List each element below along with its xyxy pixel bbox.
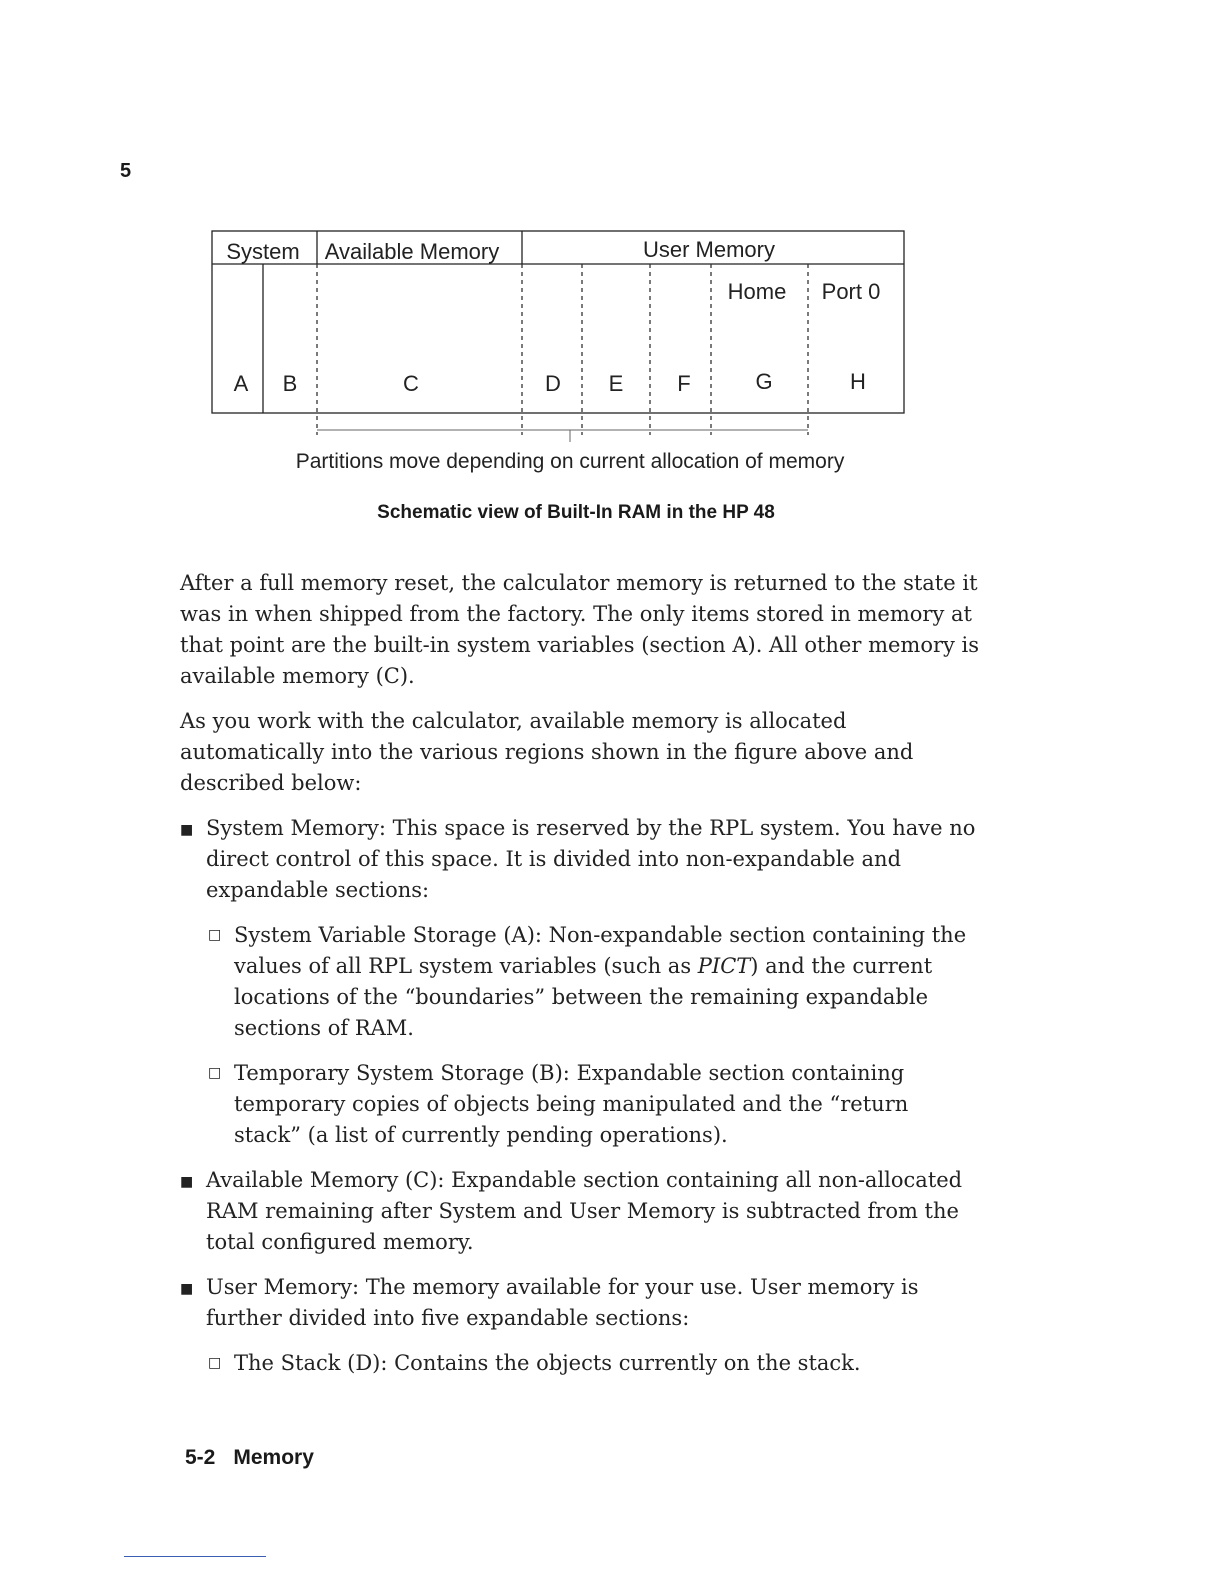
page-number: 5-2	[185, 1446, 216, 1469]
section-c-label: C	[403, 371, 419, 396]
section-b-label: B	[282, 371, 298, 396]
section-f-label: F	[677, 371, 691, 396]
header-user-memory: User Memory	[642, 237, 776, 262]
hollow-square-bullet-icon: □	[208, 1355, 222, 1371]
body-text	[180, 568, 980, 1393]
footer-rule	[124, 1556, 266, 1557]
section-a-label: A	[233, 371, 249, 396]
section-g-label: G	[755, 369, 773, 394]
chapter-number: 5	[120, 160, 132, 182]
footer-title: Memory	[233, 1446, 314, 1469]
pict-variable: PICT	[697, 954, 751, 978]
list-item-system-memory: ■ System Memory: This space is reserved by the RPL system. You have no direct control of this space. It is divided into non-expandable and expandable sections:	[180, 816, 976, 902]
list-item-temporary-system-storage: □ Temporary System Storage (B): Expandable section containing temporary copies of objects being manipulated and the “return stack” (a list of currently pending operations).	[208, 1058, 980, 1151]
list-item-user-memory: ■ User Memory: The memory available for your use. User memory is further divided into five expandable sections:	[180, 1275, 919, 1330]
filled-square-bullet-icon: ■	[180, 1174, 194, 1190]
filled-square-bullet-icon: ■	[180, 1281, 194, 1297]
section-d-label: D	[545, 371, 561, 396]
paragraph: As you work with the calculator, available memory is allocated automatically into the various regions shown in the figure above and described below:	[180, 709, 914, 795]
section-h-label: H	[850, 369, 866, 394]
header-available-memory: Available Memory	[324, 239, 500, 264]
subheader-port-0: Port 0	[821, 279, 881, 304]
figure-caption: Schematic view of Built-In RAM in the HP 48	[377, 502, 775, 523]
header-system: System	[226, 239, 300, 264]
list-item-the-stack: □ The Stack (D): Contains the objects currently on the stack.	[208, 1348, 980, 1379]
hollow-square-bullet-icon: □	[208, 1065, 222, 1081]
ram-diagram	[0, 0, 1224, 480]
hollow-square-bullet-icon: □	[208, 927, 222, 943]
page-footer	[185, 1446, 314, 1470]
partition-note: Partitions move depending on current allocation of memory	[295, 450, 845, 473]
paragraph: After a full memory reset, the calculator memory is returned to the state it was in when shipped from the factory. The only items stored in memory at that point are the built-in system variables (section A). All other memory is available memory (C).	[180, 571, 980, 688]
filled-square-bullet-icon: ■	[180, 822, 194, 838]
section-e-label: E	[608, 371, 624, 396]
subheader-home: Home	[727, 279, 787, 304]
list-item-system-variable-storage: □ System Variable Storage (A): Non-expandable section containing the values of all RPL system variables (such as PICT) and the current locations of the “boundaries” between the remaining expandable sections of RAM.	[208, 920, 980, 1044]
list-item-available-memory: ■ Available Memory (C): Expandable section containing all non-allocated RAM remaining after System and User Memory is subtracted from the total configured memory.	[180, 1168, 963, 1254]
